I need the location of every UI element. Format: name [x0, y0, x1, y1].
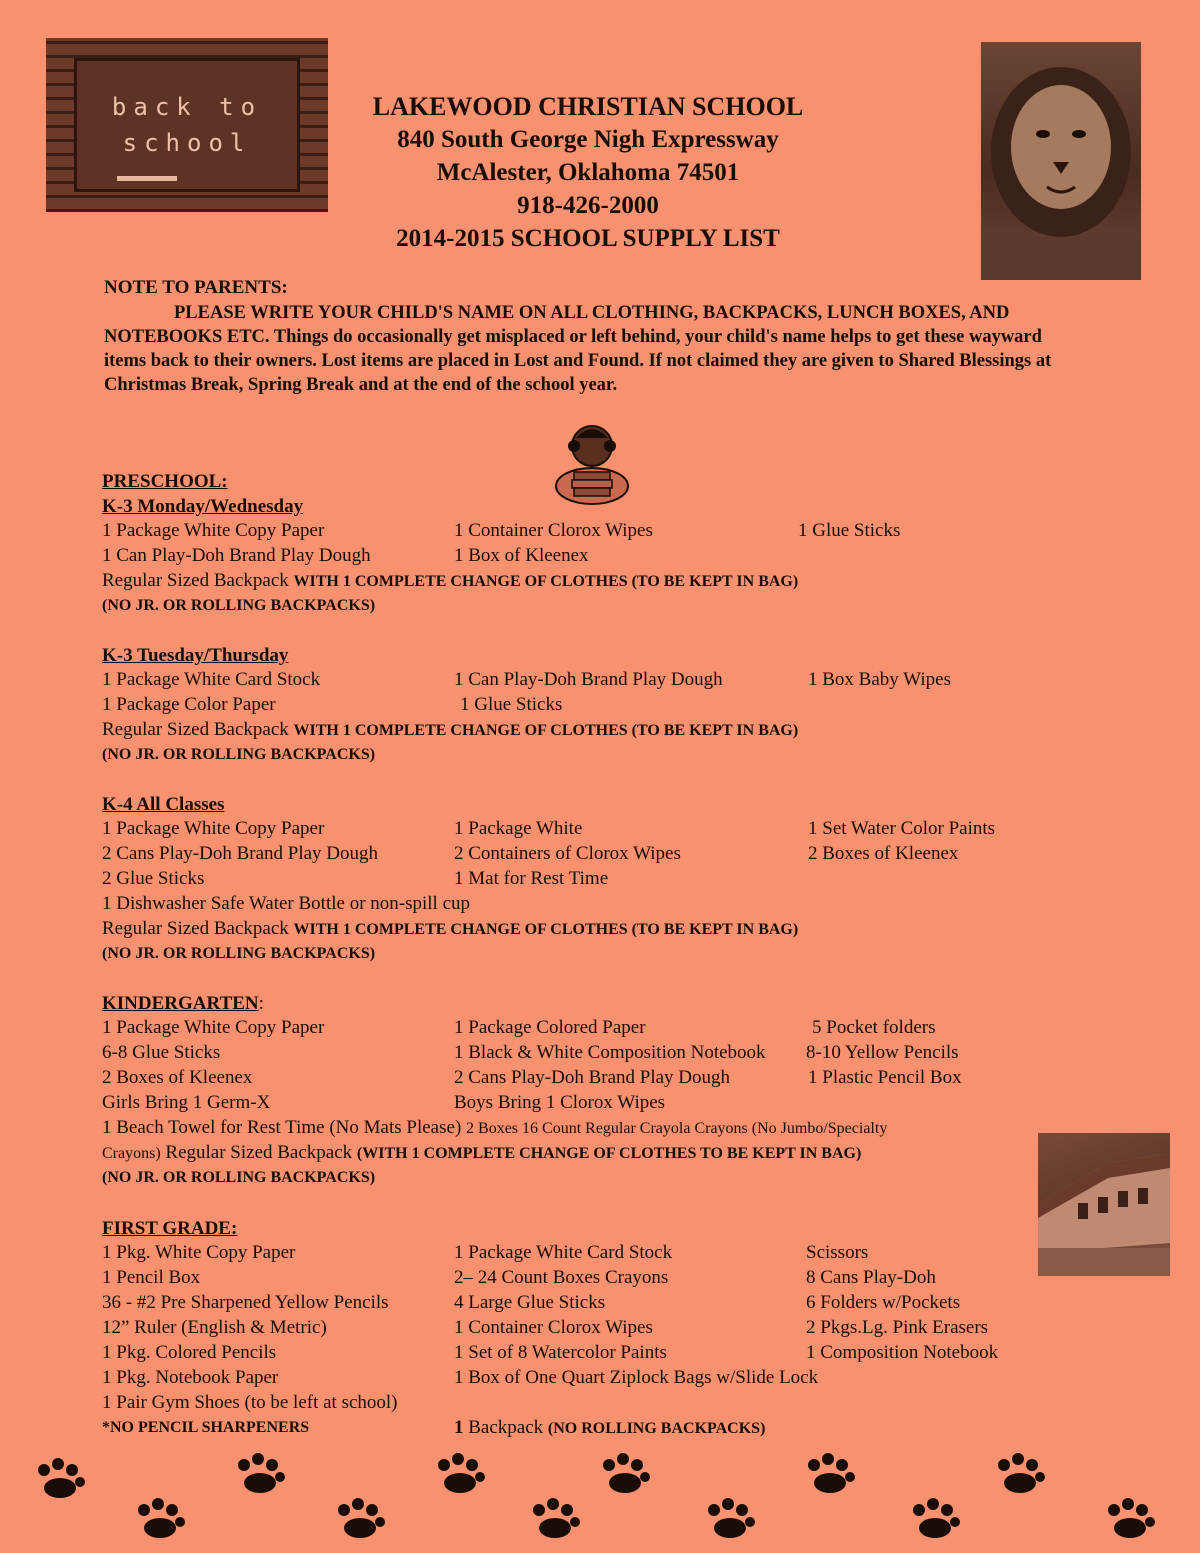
list-item: 1 Package Color Paper [102, 694, 276, 715]
list-item: 1 Package Colored Paper [454, 1017, 646, 1038]
k3-mw-heading: K-3 Monday/Wednesday [102, 496, 304, 517]
change-of-clothes-text: WITH 1 COMPLETE CHANGE OF CLOTHES (TO BE KEPT IN BAG) [293, 921, 799, 938]
backpack-count: 1 [454, 1417, 464, 1438]
change-of-clothes-text: WITH 1 COMPLETE CHANGE OF CLOTHES (TO BE KEPT IN BAG) [293, 722, 799, 739]
no-rolling-backpacks-text: (NO JR. OR ROLLING BACKPACKS) [102, 1169, 376, 1186]
list-item: 6-8 Glue Sticks [102, 1042, 221, 1063]
paw-prints-border [0, 1440, 1200, 1553]
list-item: 1 Mat for Rest Time [454, 868, 609, 889]
backpack-text: Regular Sized Backpack [102, 719, 289, 740]
list-item-row [102, 866, 1102, 891]
list-item-row [102, 1090, 1102, 1115]
no-rolling-backpacks-text: (NO ROLLING BACKPACKS) [547, 1420, 766, 1437]
school-street: 840 South George Nigh Expressway [397, 126, 779, 153]
list-item-row [102, 1240, 1102, 1265]
no-pencil-sharpeners-text: *NO PENCIL SHARPENERS [102, 1419, 310, 1436]
school-name: LAKEWOOD CHRISTIAN SCHOOL [372, 92, 804, 121]
list-item: 1 Box of Kleenex [454, 545, 589, 566]
backpack-line [102, 568, 1102, 593]
list-item: 1 Package White [454, 818, 583, 839]
list-item-row [102, 1065, 1102, 1090]
list-item-row [102, 1390, 1102, 1415]
backpack-text: Regular Sized Backpack [165, 1142, 353, 1163]
list-item: 1 Container Clorox Wipes [454, 520, 653, 541]
lion-illustration [981, 42, 1141, 280]
list-item: 1 Can Play-Doh Brand Play Dough [102, 545, 371, 566]
note-label: NOTE TO PARENTS: [104, 277, 288, 298]
backpack-line [454, 1415, 765, 1441]
chalkboard-surface [74, 58, 300, 192]
paw-icon [533, 1498, 580, 1538]
list-item: 1 Glue Sticks [460, 694, 563, 715]
list-item: 1 Glue Sticks [798, 520, 901, 541]
list-item-row [102, 1290, 1102, 1315]
list-item: 1 Package White Copy Paper [102, 1017, 325, 1038]
change-of-clothes-text: (WITH 1 COMPLETE CHANGE OF CLOTHES TO BE KEPT IN BAG) [356, 1145, 862, 1162]
list-item: 5 Pocket folders [812, 1017, 936, 1038]
no-rolling-backpacks-text: (NO JR. OR ROLLING BACKPACKS) [102, 597, 376, 614]
list-item-row [102, 841, 1102, 866]
list-item: 36 - #2 Pre Sharpened Yellow Pencils [102, 1292, 389, 1313]
beach-towel-text: 1 Beach Towel for Rest Time (No Mats Please) [102, 1117, 462, 1138]
list-item: 2 Pkgs.Lg. Pink Erasers [806, 1317, 989, 1338]
school-city: McAlester, Oklahoma 74501 [436, 159, 740, 186]
paw-icon [338, 1498, 385, 1538]
list-item: 1 Package White Copy Paper [102, 520, 325, 541]
back-to-school-chalkboard-image [46, 38, 328, 212]
list-item: 2– 24 Count Boxes Crayons [454, 1267, 669, 1288]
list-item: 1 Plastic Pencil Box [808, 1067, 962, 1088]
kindergarten-heading-line [102, 993, 1102, 1015]
crayons-continued-text: Crayons) [102, 1145, 161, 1162]
list-item: 1 Pair Gym Shoes (to be left at school) [102, 1392, 398, 1413]
paw-icon [808, 1453, 855, 1493]
backpack-text: Backpack [468, 1417, 544, 1438]
k4-section [102, 794, 1102, 966]
list-item: 1 Package White Copy Paper [102, 818, 325, 839]
list-item-row [102, 1365, 1102, 1390]
k4-heading: K-4 All Classes [102, 794, 225, 815]
school-header [338, 90, 838, 255]
list-item-row [102, 692, 1102, 717]
list-item: 1 Pkg. Colored Pencils [102, 1342, 277, 1363]
list-item: 1 Set of 8 Watercolor Paints [454, 1342, 667, 1363]
list-item-row [102, 543, 1102, 568]
kindergarten-heading: KINDERGARTEN [102, 993, 259, 1014]
first-grade-section [102, 1218, 1102, 1440]
note-to-parents [104, 276, 1064, 397]
paw-icon [603, 1453, 650, 1493]
list-item-row [102, 667, 1102, 692]
towel-crayons-line [102, 1115, 1102, 1140]
list-item: 1 Can Play-Doh Brand Play Dough [454, 669, 723, 690]
paw-icon [913, 1498, 960, 1538]
list-item: 1 Black & White Composition Notebook [454, 1042, 766, 1063]
list-item: Girls Bring 1 Germ-X [102, 1092, 271, 1113]
no-rolling-backpacks-text: (NO JR. OR ROLLING BACKPACKS) [102, 746, 376, 763]
preschool-section [102, 471, 1102, 618]
lion-photo [981, 42, 1141, 280]
change-of-clothes-text: WITH 1 COMPLETE CHANGE OF CLOTHES (TO BE KEPT IN BAG) [293, 573, 799, 590]
list-item-row [102, 1015, 1102, 1040]
list-item: 1 Composition Notebook [806, 1342, 999, 1363]
list-item: 1 Box of One Quart Ziplock Bags w/Slide Lock [454, 1367, 819, 1388]
list-item: 1 Container Clorox Wipes [454, 1317, 653, 1338]
list-item: 1 Box Baby Wipes [808, 669, 951, 690]
list-item: 1 Pkg. White Copy Paper [102, 1242, 296, 1263]
first-grade-heading: FIRST GRADE: [102, 1218, 238, 1239]
chalk-tray [117, 176, 177, 181]
list-item: 1 Set Water Color Paints [808, 818, 996, 839]
list-item-row [102, 816, 1102, 841]
list-item: 6 Folders w/Pockets [806, 1292, 961, 1313]
backpack-line [102, 717, 1102, 742]
paw-icon [708, 1498, 755, 1538]
paw-icon [238, 1453, 285, 1493]
kindergarten-section [102, 993, 1102, 1190]
paw-icon [138, 1498, 185, 1538]
list-item: 2 Cans Play-Doh Brand Play Dough [454, 1067, 731, 1088]
paw-icon [1108, 1498, 1155, 1538]
k3-tt-heading: K-3 Tuesday/Thursday [102, 645, 289, 666]
list-item: 2 Cans Play-Doh Brand Play Dough [102, 843, 379, 864]
no-rolling-backpacks-text: (NO JR. OR ROLLING BACKPACKS) [102, 945, 376, 962]
list-item-row [102, 1415, 1102, 1440]
list-item-row [102, 1040, 1102, 1065]
list-item: Scissors [806, 1242, 869, 1263]
list-item-row [102, 1340, 1102, 1365]
list-item: 1 Package White Card Stock [454, 1242, 673, 1263]
list-item: 8-10 Yellow Pencils [806, 1042, 959, 1063]
list-item: 4 Large Glue Sticks [454, 1292, 606, 1313]
document-title: 2014-2015 SCHOOL SUPPLY LIST [396, 225, 780, 252]
list-item: 2 Boxes of Kleenex [808, 843, 959, 864]
backpack-text: Regular Sized Backpack [102, 918, 289, 939]
chalkboard-line-1: back to [111, 93, 263, 121]
list-item: 2 Boxes of Kleenex [102, 1067, 253, 1088]
crayons-backpack-line [102, 1140, 1102, 1165]
backpack-line [102, 916, 1102, 941]
list-item-row [102, 1265, 1102, 1290]
list-item: 1 Pkg. Notebook Paper [102, 1367, 279, 1388]
kindergarten-colon: : [258, 993, 264, 1014]
paw-icon [438, 1453, 485, 1493]
school-phone: 918-426-2000 [517, 192, 659, 219]
list-item: 8 Cans Play-Doh [806, 1267, 936, 1288]
list-item-row [102, 518, 1102, 543]
note-text: PLEASE WRITE YOUR CHILD'S NAME ON ALL CLOTHING, BACKPACKS, LUNCH BOXES, AND NOTEBOOKS ETC. Things do occasionally get misplaced or left behind, your child's name helps to get these wayward items back to their owners. Lost items are placed in Lost and Found. If not claimed they are given to Shared Blessings at Christmas Break, Spring Break and at the end of the school year. [104, 303, 1052, 395]
list-item: 2 Glue Sticks [102, 868, 205, 889]
water-bottle-text: 1 Dishwasher Safe Water Bottle or non-spill cup [102, 893, 471, 914]
list-item: Boys Bring 1 Clorox Wipes [454, 1092, 666, 1113]
list-item: 1 Pencil Box [102, 1267, 201, 1288]
k3-tt-section [102, 645, 1102, 767]
list-item-row [102, 1315, 1102, 1340]
backpack-text: Regular Sized Backpack [102, 570, 289, 591]
list-item: 2 Containers of Clorox Wipes [454, 843, 681, 864]
crayons-text: 2 Boxes 16 Count Regular Crayola Crayons (No Jumbo/Specialty [466, 1120, 888, 1137]
paw-icon [998, 1453, 1045, 1493]
paw-icon [38, 1458, 85, 1498]
preschool-heading: PRESCHOOL: [102, 471, 228, 492]
list-item: 12” Ruler (English & Metric) [102, 1317, 327, 1338]
list-item: 1 Package White Card Stock [102, 669, 321, 690]
chalkboard-line-2: school [122, 129, 252, 157]
